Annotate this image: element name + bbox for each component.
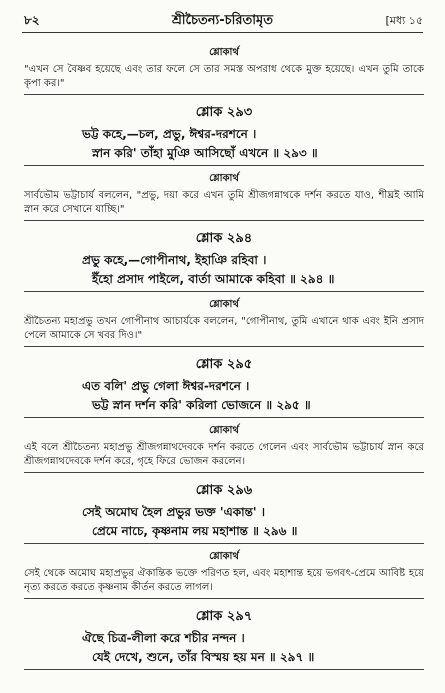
separator-rule <box>24 543 424 544</box>
verse-line: ভট্ট কহে,—চল, প্রভু, ঈশ্বর-দরশনে । <box>82 127 257 141</box>
book-title: শ্রীচৈতন্য-চরিতামৃত <box>171 13 274 28</box>
verse-line: যেই দেখে, শুনে, তাঁর বিস্ময় হয় মন ॥ ২৯৭ ॥ <box>92 650 315 664</box>
verse-line: প্রেমে নাচে, কৃষ্ণনাম লয় মহাশান্ত ॥ ২৯৬ ॥ <box>92 524 298 538</box>
translation-label: শ্লোকার্থ <box>209 173 239 184</box>
separator-rule <box>24 94 424 95</box>
translation-paragraph: এই বলে শ্রীচৈতন্য মহাপ্রভু শ্রীজগন্নাথদেবকে দর্শন করতে গেলেন এবং সার্বভৌম ভট্টাচার্য স্নান করে শ্রীজগন্নাথদেবকে দর্শন করে, গৃহে ফিরে ভোজন করলেন। <box>24 442 424 467</box>
header-rule <box>22 32 423 33</box>
verse-number: শ্লোক ২৯৭ <box>195 609 253 624</box>
translation-label: শ্লোকার্থ <box>209 47 239 58</box>
verse-line: এত বলি' প্রভু গেলা ঈশ্বর-দরশনে । <box>82 379 250 393</box>
verse-line: ঐছে চিত্র-লীলা করে শচীর নন্দন । <box>82 631 245 645</box>
verse-line: ইঁহো প্রসাদ পাইলে, বার্তা আমাকে কহিবা ॥ ২৯৪ ॥ <box>92 272 335 286</box>
separator-rule <box>24 669 424 670</box>
page-header <box>0 10 445 32</box>
separator-rule <box>24 220 424 221</box>
translation-label: শ্লোকার্থ <box>209 551 239 562</box>
verse-number: শ্লোক ২৯৬ <box>195 483 253 498</box>
translation-paragraph: সেই থেকে অমোঘ মহাপ্রভুর ঐকান্তিক ভক্তে পরিণত হল, এবং মহাশান্ত হয়ে ভগবৎ-প্রেমে আবিষ্ট হয়ে নৃত্য করতে করতে কৃষ্ণনাম কীর্তন করতে লাগল। <box>24 568 424 593</box>
section-label: [মধ্য ১৫ <box>385 14 423 27</box>
verse-line: ভট্ট স্নান দর্শন করি' করিলা ভোজনে ॥ ২৯৫ ॥ <box>92 398 311 412</box>
separator-rule <box>24 291 424 292</box>
separator-rule <box>24 598 424 599</box>
translation-paragraph: শ্রীচৈতন্য মহাপ্রভু তখন গোপীনাথ আচার্যকে বললেন, "গোপীনাথ, তুমি এখানে থাক এবং ইনি প্রসাদ পেলে আমাকে সে খবর দিও।" <box>24 316 424 341</box>
verse-number: শ্লোক ২৯৩ <box>195 105 253 120</box>
separator-rule <box>24 417 424 418</box>
separator-rule <box>24 165 424 166</box>
verse-line: সেই অমোঘ হৈল প্রভুর ভক্ত 'একান্ত' । <box>82 505 265 519</box>
translation-label: শ্লোকার্থ <box>209 425 239 436</box>
separator-rule <box>24 346 424 347</box>
verse-line: প্রভু কহে,—গোপীনাথ, ইহাঞি রহিবা । <box>82 253 267 267</box>
translation-paragraph: "এখন সে বৈষ্ণব হয়েছে এবং তার ফলে সে তার সমস্ত অপরাধ থেকে মুক্ত হয়েছে। এখন তুমি তাকে কৃপা কর।" <box>24 64 424 89</box>
verse-number: শ্লোক ২৯৪ <box>195 231 253 246</box>
translation-paragraph: সার্বভৌম ভট্টাচার্য বললেন, "প্রভু, দয়া করে এখন তুমি শ্রীজগন্নাথকে দর্শন করতে যাও, শীঘ্রই আমি স্নান করে সেখানে যাচ্ছি।" <box>24 190 424 215</box>
separator-rule <box>24 472 424 473</box>
translation-label: শ্লোকার্থ <box>209 299 239 310</box>
page-content <box>24 40 424 690</box>
verse-line: স্নান করি' তাঁহা মুঞি আসিছোঁ এখনে ॥ ২৯৩ ॥ <box>92 146 318 160</box>
page-number: ৮২ <box>24 13 40 27</box>
verse-number: শ্লোক ২৯৫ <box>195 357 253 372</box>
